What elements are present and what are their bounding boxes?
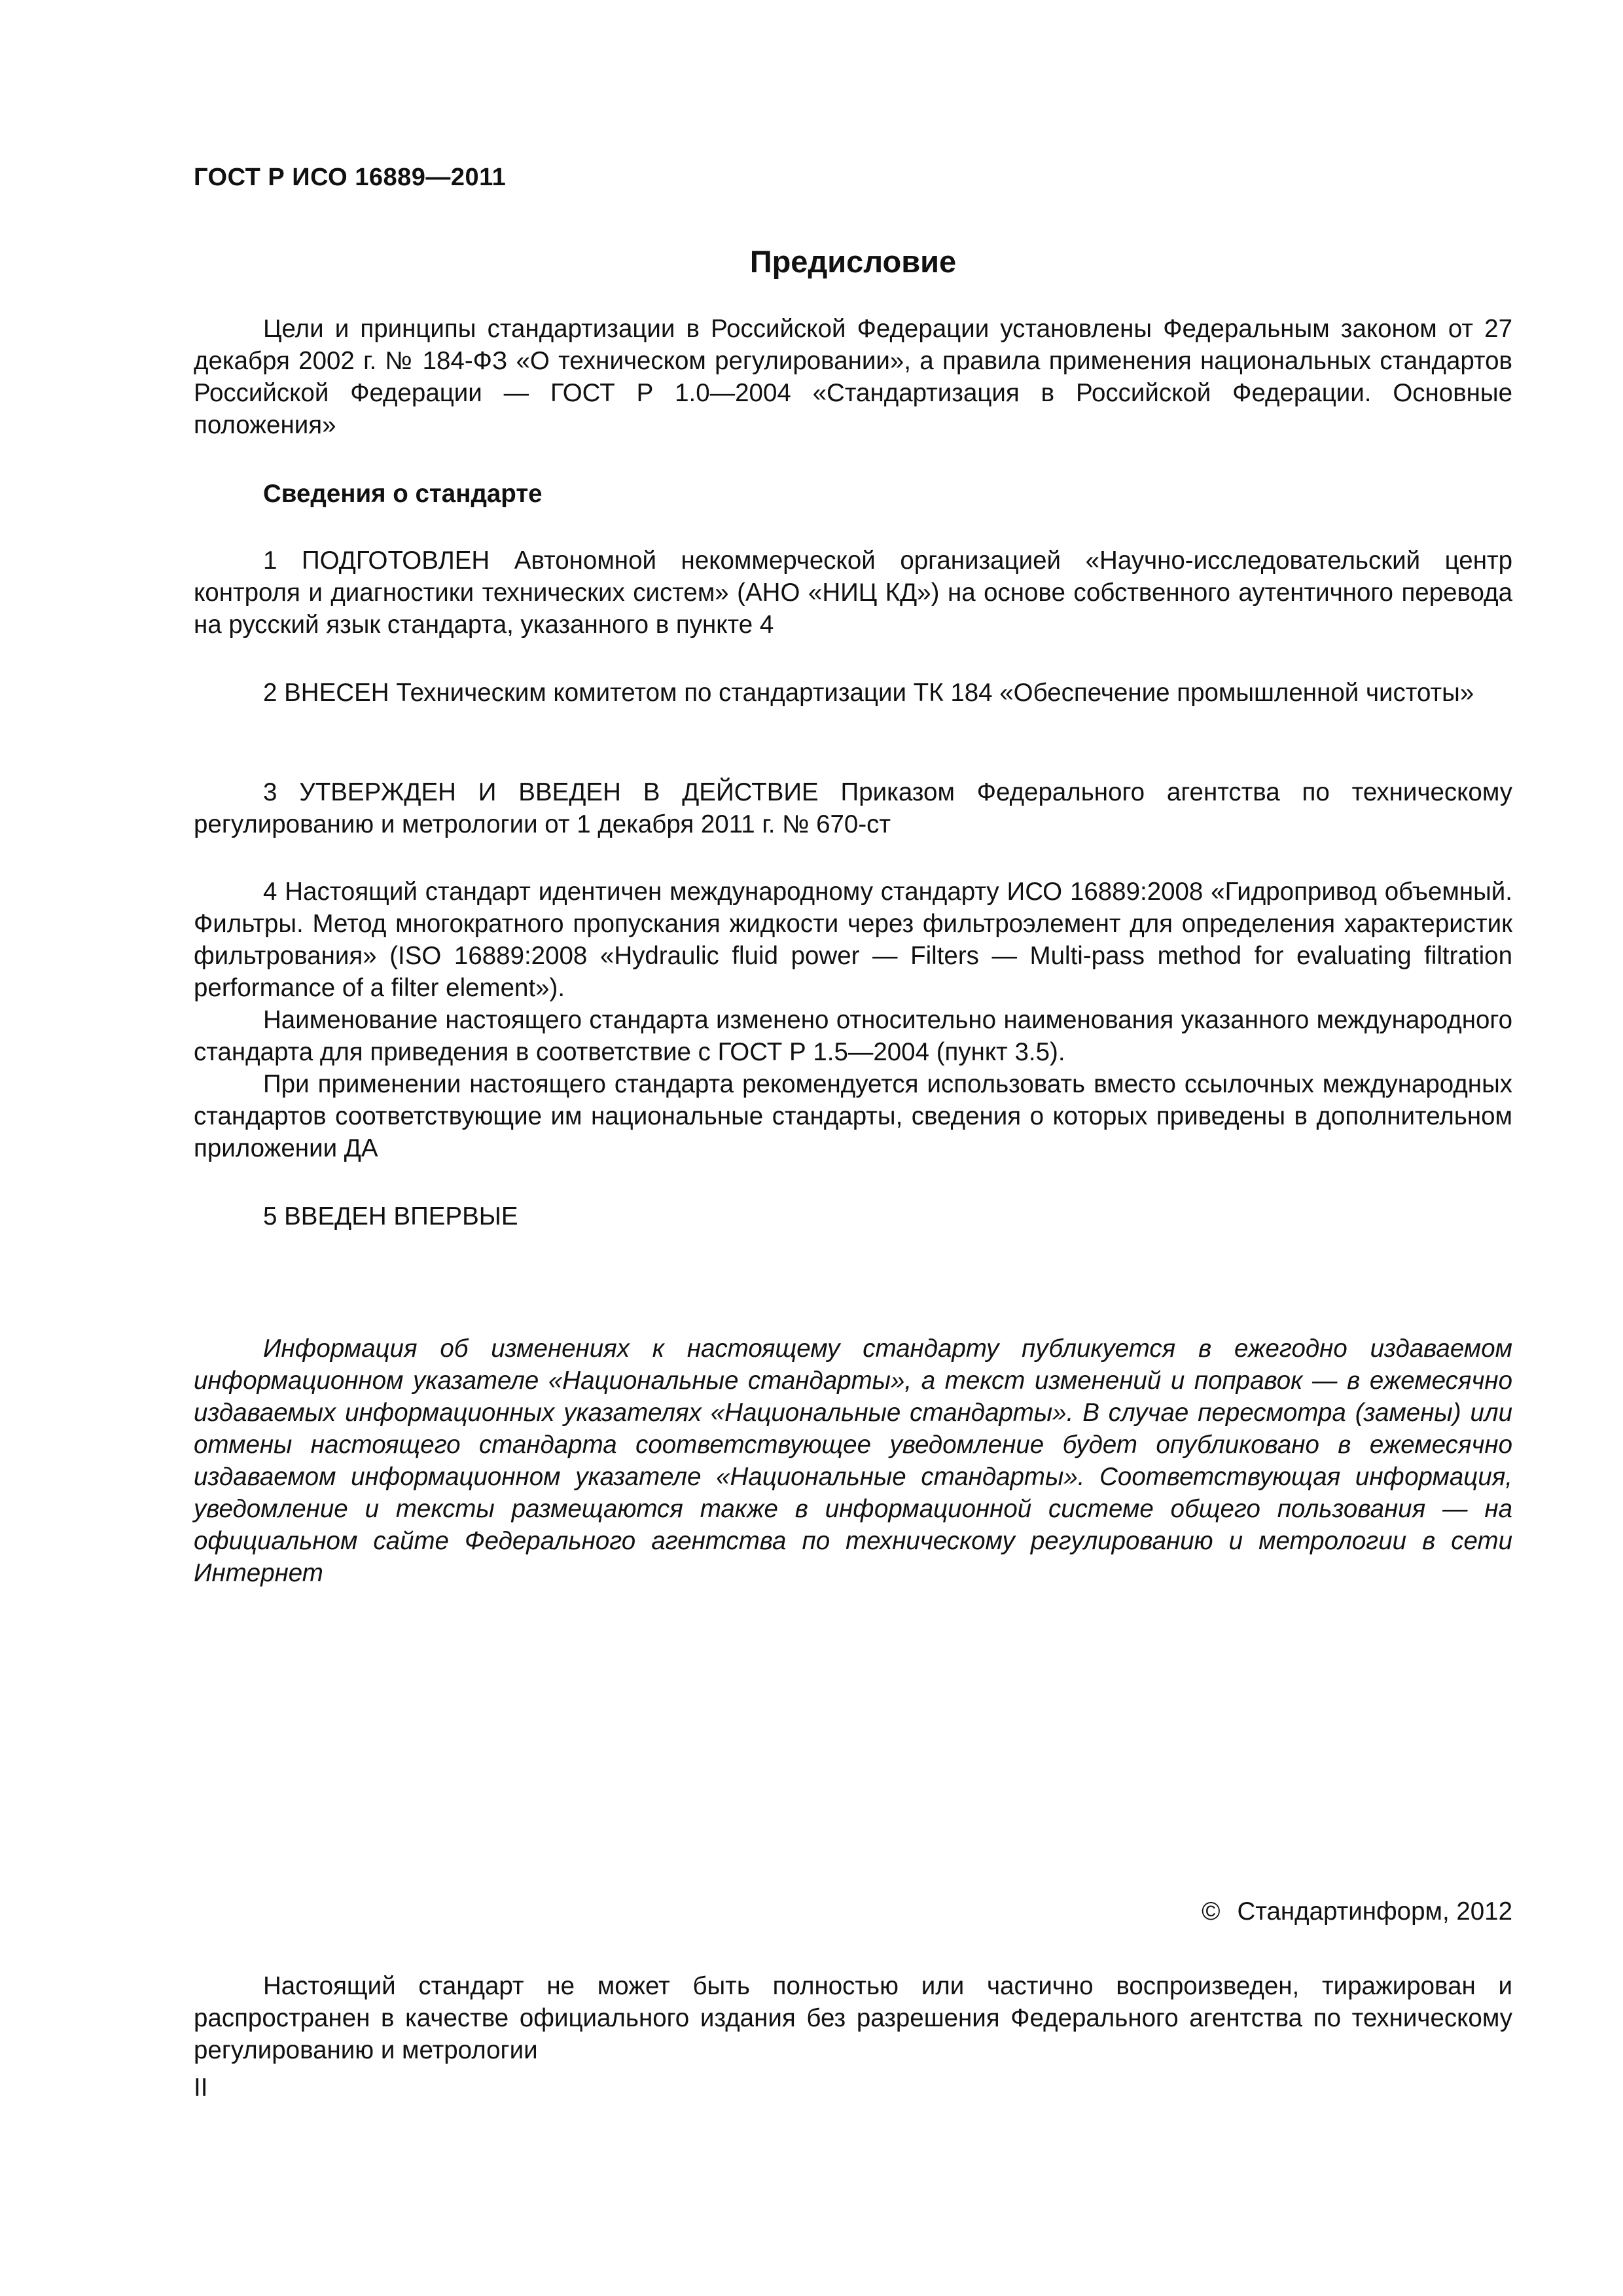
copyright-line xyxy=(1202,1895,1512,1928)
copyright-symbol: © xyxy=(1202,1897,1221,1926)
reproduction-block xyxy=(194,1970,1512,2066)
intro-paragraph: Цели и принципы стандартизации в Российской Федерации установлены Федеральным законом от 27 декабря 2002 г. № 184-ФЗ «О техническом регулировании», а правила применения национальных стандартов Российской Федерации — ГОСТ Р 1.0—2004 «Стандартизация в Российской Федерации. Основные положения» xyxy=(194,315,1512,439)
document-page xyxy=(194,0,1512,2296)
copyright-text: Стандартинформ, 2012 xyxy=(1237,1897,1512,1926)
item-4-paragraph: 4 Настоящий стандарт идентичен международному стандарту ИСО 16889:2008 «Гидропривод объемный. Фильтры. Метод многократного пропускания жидкости через фильтроэлемент для определения характеристик фильтрования» (ISO 16889:2008 «Hydraulic fluid power — Filters — Multi-pass method for evaluating filtration performance of a filter element»). xyxy=(194,878,1512,1002)
item-5-paragraph: 5 ВВЕДЕН ВПЕРВЫЕ xyxy=(263,1202,518,1230)
item-1-block xyxy=(194,545,1512,641)
info-heading-block xyxy=(194,478,1512,510)
item-2-paragraph: 2 ВНЕСЕН Техническим комитетом по стандартизации ТК 184 «Обеспечение промышленной чистоты» xyxy=(263,679,1474,707)
reproduction-notice: Настоящий стандарт не может быть полностью или частично воспроизведен, тиражирован и распространен в качестве официального издания без разрешения Федерального агентства по техническому регулированию и метрологии xyxy=(194,1972,1512,2064)
item-3-block xyxy=(194,776,1512,840)
changes-notice: Информация об изменениях к настоящему стандарту публикуется в ежегодно издаваемом информационном указателе «Национальные стандарты», а текст изменений и поправок — в ежемесячно издаваемых информационных указателях «Национальные стандарты». В случае пересмотра (замены) или отмены настоящего стандарта соответствующее уведомление будет опубликовано в ежемесячно издаваемом информационном указателе «Национальные стандарты». Соответствующая информация, уведомление и тексты размещаются также в информационной системе общего пользования — на официальном сайте Федерального агентства по техническому регулированию и метрологии в сети Интернет xyxy=(194,1335,1512,1587)
item-2-block xyxy=(194,677,1512,709)
item-1-paragraph: 1 ПОДГОТОВЛЕН Автономной некоммерческой организацией «Научно-исследовательский центр контроля и диагностики технических систем» (АНО «НИЦ КД») на основе собственного аутентичного перевода на русский язык стандарта, указанного в пункте 4 xyxy=(194,547,1512,639)
info-heading: Сведения о стандарте xyxy=(263,480,543,508)
item-4-name-note: Наименование настоящего стандарта изменено относительно наименования указанного международного стандарта для приведения в соответствие с ГОСТ Р 1.5—2004 (пункт 3.5). xyxy=(194,1006,1512,1066)
page-number: II xyxy=(194,2073,208,2102)
intro-block xyxy=(194,313,1512,441)
page-title: Предисловие xyxy=(749,244,957,279)
notice-block xyxy=(194,1333,1512,1589)
item-5-block xyxy=(194,1200,1512,1232)
item-3-paragraph: 3 УТВЕРЖДЕН И ВВЕДЕН В ДЕЙСТВИЕ Приказом Федерального агентства по техническому регулированию и метрологии от 1 декабря 2011 г. № 670-ст xyxy=(194,778,1512,838)
item-4-block xyxy=(194,876,1512,1164)
item-4-reference-note: При применении настоящего стандарта рекомендуется использовать вместо ссылочных международных стандартов соответствующие им национальные стандарты, сведения о которых приведены в дополнительном приложении ДА xyxy=(194,1070,1512,1162)
document-code: ГОСТ Р ИСО 16889—2011 xyxy=(194,164,507,191)
